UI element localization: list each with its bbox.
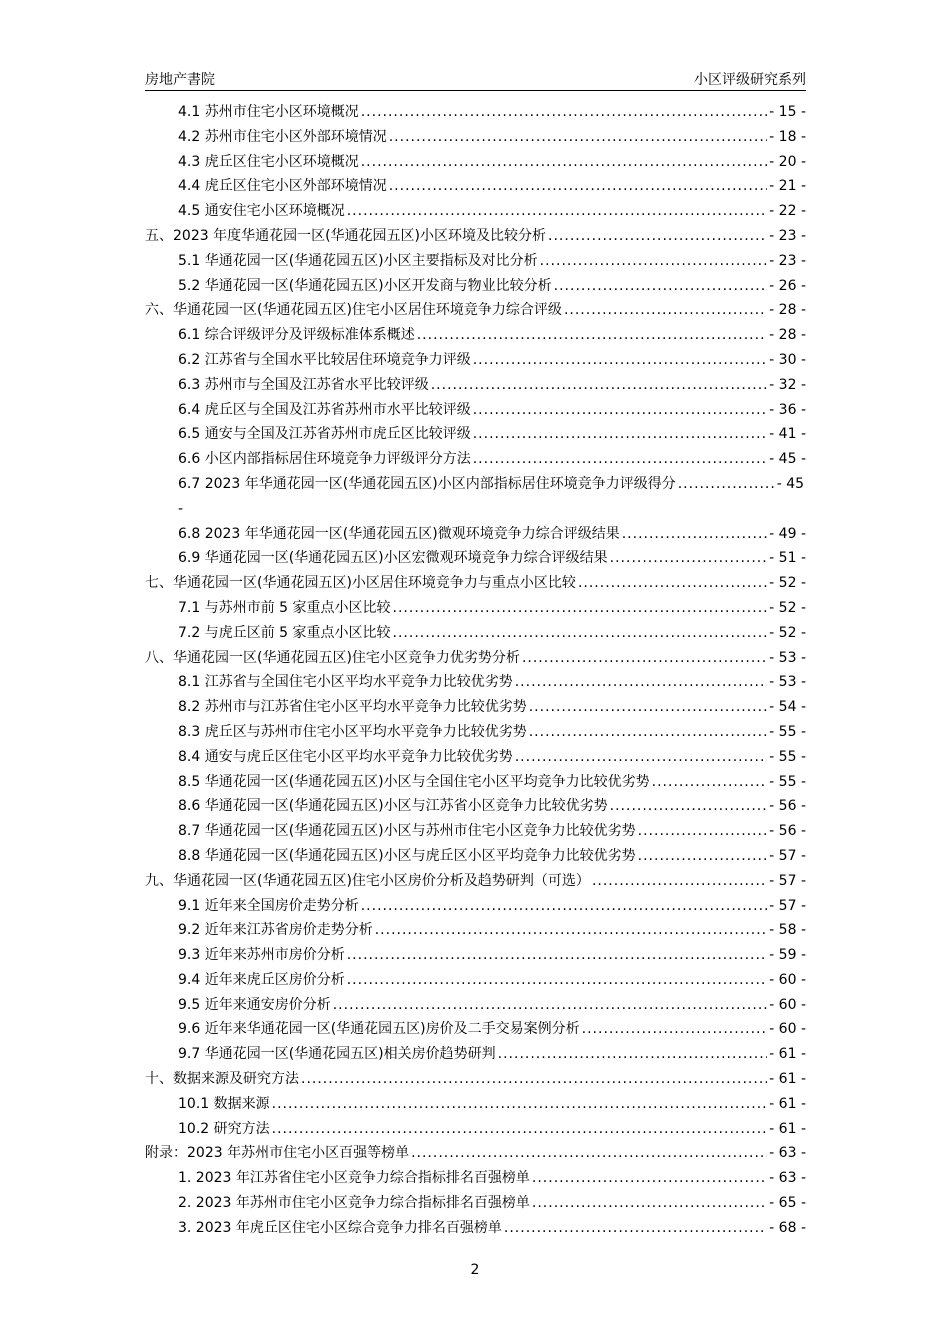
toc-entry-title: 8.2 苏州市与江苏省住宅小区平均水平竞争力比较优劣势 (178, 699, 527, 716)
toc-entry-title: 十、数据来源及研究方法 (145, 1071, 299, 1088)
toc-leader-dots (515, 745, 767, 770)
toc-entry-page: - 41 - (769, 426, 806, 443)
toc-entry-page: - 23 - (769, 252, 806, 269)
toc-entry[interactable] (145, 1216, 806, 1241)
toc-leader-dots (638, 844, 768, 869)
toc-entry-title: 九、华通花园一区(华通花园五区)住宅小区房价分析及趋势研判（可选） (145, 872, 590, 889)
toc-entry-page-wrap: - (178, 500, 184, 517)
toc-leader-dots (393, 621, 768, 646)
toc-entry-title: 7.2 与虎丘区前 5 家重点小区比较 (178, 624, 391, 641)
toc-leader-dots (473, 398, 767, 423)
toc-leader-dots (515, 670, 767, 695)
toc-entry-page: - 49 - (769, 525, 806, 542)
toc-entry[interactable] (145, 298, 806, 323)
toc-entry-page: - 68 - (769, 1219, 806, 1236)
toc-entry[interactable] (145, 770, 806, 795)
toc-entry-title: 6.4 虎丘区与全国及江苏省苏州市水平比较评级 (178, 401, 471, 418)
toc-entry-title: 9.2 近年来江苏省房价走势分析 (178, 922, 373, 939)
toc-entry-page: - 56 - (769, 798, 806, 815)
toc-entry-title: 9.5 近年来通安房价分析 (178, 996, 331, 1013)
toc-leader-dots (540, 249, 768, 274)
toc-leader-dots (272, 1092, 768, 1117)
toc-entry-title: 六、华通花园一区(华通花园五区)住宅小区居住环境竞争力综合评级 (145, 302, 562, 319)
toc-entry-title: 4.3 虎丘区住宅小区环境概况 (178, 153, 359, 170)
page-number: 2 (470, 1262, 480, 1278)
toc-entry-page: - 21 - (769, 178, 806, 195)
toc-leader-dots (610, 546, 768, 571)
toc-entry-title: 附录：2023 年苏州市住宅小区百强等榜单 (145, 1145, 410, 1162)
toc-entry-page: - 58 - (769, 922, 806, 939)
toc-entry[interactable] (145, 100, 806, 125)
toc-entry[interactable] (145, 720, 806, 745)
toc-entry[interactable] (145, 348, 806, 373)
toc-leader-dots (417, 323, 767, 348)
toc-entry[interactable] (145, 918, 806, 943)
toc-entry-title: 7.1 与苏州市前 5 家重点小区比较 (178, 599, 391, 616)
toc-leader-dots (361, 894, 767, 919)
toc-entry-page: - 54 - (769, 699, 806, 716)
toc-entry-page: - 51 - (769, 550, 806, 567)
toc-entry-page: - 55 - (769, 748, 806, 765)
toc-entry[interactable] (145, 398, 806, 423)
toc-entry[interactable] (145, 1092, 806, 1117)
toc-leader-dots (347, 968, 767, 993)
toc-entry[interactable] (145, 546, 806, 571)
toc-entry-page: - 59 - (769, 947, 806, 964)
toc-entry[interactable] (145, 1191, 806, 1216)
toc-leader-dots (638, 819, 768, 844)
toc-leader-dots (504, 1216, 767, 1241)
toc-entry[interactable] (145, 1017, 806, 1042)
toc-entry-page: - 55 - (769, 723, 806, 740)
toc-entry-title: 五、2023 年度华通花园一区(华通花园五区)小区环境及比较分析 (145, 227, 547, 244)
toc-leader-dots (582, 1017, 768, 1042)
toc-entry-page: - 15 - (769, 104, 806, 120)
page-header (145, 66, 806, 91)
toc-leader-dots (564, 298, 767, 323)
toc-entry-page: - 56 - (769, 823, 806, 840)
toc-entry[interactable] (145, 794, 806, 819)
toc-entry-page: - 18 - (769, 128, 806, 145)
toc-entry[interactable] (145, 522, 806, 547)
toc-entry-page: - 63 - (769, 1145, 806, 1162)
toc-entry[interactable] (145, 274, 806, 299)
toc-entry-page: - 57 - (769, 872, 806, 889)
toc-entry[interactable] (145, 1042, 806, 1067)
toc-entry-title: 2. 2023 年苏州市住宅小区竞争力综合指标排名百强榜单 (178, 1195, 530, 1212)
toc-leader-dots (347, 943, 767, 968)
toc-entry[interactable] (145, 1141, 806, 1166)
toc-entry-page: - 53 - (769, 649, 806, 666)
toc-entry[interactable] (145, 174, 806, 199)
toc-entry-title: 9.7 华通花园一区(华通花园五区)相关房价趋势研判 (178, 1046, 496, 1063)
toc-entry-page: - 65 - (769, 1195, 806, 1212)
toc-leader-dots (548, 224, 767, 249)
toc-entry-title: 6.1 综合评级评分及评级标准体系概述 (178, 327, 415, 344)
header-series-title: 小区评级研究系列 (694, 72, 806, 88)
toc-entry[interactable] (145, 894, 806, 919)
toc-entry-page: - 22 - (769, 203, 806, 220)
toc-leader-dots (498, 1042, 768, 1067)
toc-entry-page: - 63 - (769, 1170, 806, 1187)
toc-leader-dots (473, 348, 767, 373)
toc-leader-dots (333, 993, 767, 1018)
toc-leader-dots (272, 1117, 768, 1142)
toc-entry-page: - 60 - (769, 971, 806, 988)
toc-leader-dots (529, 720, 767, 745)
toc-entry-page: - 61 - (769, 1046, 806, 1063)
toc-leader-dots (301, 1067, 767, 1092)
toc-entry-title: 6.6 小区内部指标居住环境竞争力评级评分方法 (178, 451, 471, 468)
toc-entry[interactable] (145, 670, 806, 695)
toc-entry-title: 9.4 近年来虎丘区房价分析 (178, 971, 345, 988)
toc-entry-page: - 45 (776, 475, 805, 492)
toc-entry-page: - 61 - (769, 1095, 806, 1112)
toc-leader-dots (678, 472, 777, 497)
toc-entry-title: 七、华通花园一区(华通花园五区)小区居住环境竞争力与重点小区比较 (145, 575, 576, 592)
toc-leader-dots (347, 199, 767, 224)
toc-entry-page: - 30 - (769, 351, 806, 368)
toc-leader-dots (375, 918, 767, 943)
toc-entry-title: 9.6 近年来华通花园一区(华通花园五区)房价及二手交易案例分析 (178, 1021, 580, 1038)
toc-entry-title: 9.3 近年来苏州市房价分析 (178, 947, 345, 964)
toc-entry[interactable] (145, 1117, 806, 1142)
toc-leader-dots (411, 1141, 767, 1166)
toc-entry-title: 八、华通花园一区(华通花园五区)住宅小区竞争力优劣势分析 (145, 649, 520, 666)
toc-entry-title: 4.5 通安住宅小区环境概况 (178, 203, 345, 220)
toc-leader-dots (529, 695, 767, 720)
toc-entry-title: 10.2 研究方法 (178, 1120, 270, 1137)
toc-entry[interactable] (145, 968, 806, 993)
toc-leader-dots (554, 274, 768, 299)
toc-entry-page: - 53 - (769, 674, 806, 691)
toc-entry[interactable] (145, 422, 806, 447)
toc-entry-page: - 32 - (769, 376, 806, 393)
toc-leader-dots (473, 422, 767, 447)
table-of-contents (145, 100, 806, 1241)
toc-entry-title: 8.8 华通花园一区(华通花园五区)小区与虎丘区小区平均竞争力比较优劣势 (178, 847, 636, 864)
header-publisher: 房地产書院 (145, 72, 215, 88)
toc-entry[interactable] (145, 844, 806, 869)
toc-entry-title: 8.5 华通花园一区(华通花园五区)小区与全国住宅小区平均竞争力比较优劣势 (178, 773, 650, 790)
toc-entry-title: 6.3 苏州市与全国及江苏省水平比较评级 (178, 376, 429, 393)
toc-leader-dots (473, 447, 767, 472)
toc-leader-dots (522, 646, 767, 671)
toc-entry-title: 1. 2023 年江苏省住宅小区竞争力综合指标排名百强榜单 (178, 1170, 530, 1187)
toc-entry[interactable] (145, 621, 806, 646)
toc-entry[interactable] (145, 199, 806, 224)
toc-entry-page: - 55 - (769, 773, 806, 790)
toc-entry[interactable] (145, 646, 806, 671)
toc-leader-dots (361, 100, 767, 125)
toc-entry-title: 5.1 华通花园一区(华通花园五区)小区主要指标及对比分析 (178, 252, 538, 269)
toc-entry[interactable] (145, 1067, 806, 1092)
toc-entry[interactable] (145, 596, 806, 621)
toc-entry-page: - 52 - (769, 624, 806, 641)
toc-entry-title: 8.7 华通花园一区(华通花园五区)小区与苏州市住宅小区竞争力比较优劣势 (178, 823, 636, 840)
toc-entry-title: 6.5 通安与全国及江苏省苏州市虎丘区比较评级 (178, 426, 471, 443)
toc-entry-page: - 45 - (769, 451, 806, 468)
toc-leader-dots (393, 596, 768, 621)
toc-leader-dots (389, 174, 767, 199)
toc-leader-dots (389, 125, 767, 150)
toc-entry-page: - 57 - (769, 847, 806, 864)
toc-leader-dots (622, 522, 767, 547)
toc-entry-page: - 57 - (769, 897, 806, 914)
toc-entry-page: - 26 - (769, 277, 806, 294)
toc-entry[interactable] (145, 472, 806, 522)
toc-entry[interactable] (145, 571, 806, 596)
toc-entry-title: 4.4 虎丘区住宅小区外部环境情况 (178, 178, 387, 195)
toc-entry[interactable] (145, 125, 806, 150)
toc-entry-page: - 28 - (769, 302, 806, 319)
toc-entry[interactable] (145, 224, 806, 249)
toc-entry[interactable] (145, 373, 806, 398)
toc-entry-title: 4.2 苏州市住宅小区外部环境情况 (178, 128, 387, 145)
toc-entry-title: 8.6 华通花园一区(华通花园五区)小区与江苏省小区竞争力比较优劣势 (178, 798, 608, 815)
toc-entry-page: - 61 - (769, 1120, 806, 1137)
toc-entry-page: - 52 - (769, 599, 806, 616)
toc-entry-page: - 28 - (769, 327, 806, 344)
toc-leader-dots (532, 1191, 767, 1216)
toc-entry[interactable] (145, 943, 806, 968)
toc-entry-title: 3. 2023 年虎丘区住宅小区综合竞争力排名百强榜单 (178, 1219, 502, 1236)
toc-entry-title: 8.3 虎丘区与苏州市住宅小区平均水平竞争力比较优劣势 (178, 723, 527, 740)
toc-entry-page: - 52 - (769, 575, 806, 592)
toc-leader-dots (592, 869, 767, 894)
toc-entry-title: 6.8 2023 年华通花园一区(华通花园五区)微观环境竞争力综合评级结果 (178, 525, 620, 542)
toc-leader-dots (361, 150, 767, 175)
toc-leader-dots (532, 1166, 767, 1191)
toc-entry[interactable] (145, 1166, 806, 1191)
toc-entry-page: - 23 - (769, 227, 806, 244)
toc-entry[interactable] (145, 695, 806, 720)
toc-leader-dots (652, 770, 768, 795)
toc-entry-title: 5.2 华通花园一区(华通花园五区)小区开发商与物业比较分析 (178, 277, 552, 294)
toc-entry[interactable] (145, 150, 806, 175)
toc-entry[interactable] (145, 869, 806, 894)
toc-entry-title: 6.7 2023 年华通花园一区(华通花园五区)小区内部指标居住环境竞争力评级得分 (178, 475, 676, 492)
toc-entry-title: 10.1 数据来源 (178, 1095, 270, 1112)
toc-entry-page: - 60 - (769, 996, 806, 1013)
toc-entry-title: 8.4 通安与虎丘区住宅小区平均水平竞争力比较优劣势 (178, 748, 513, 765)
toc-entry-page: - 36 - (769, 401, 806, 418)
toc-entry-page: - 61 - (769, 1071, 806, 1088)
toc-entry[interactable] (145, 323, 806, 348)
toc-leader-dots (610, 794, 768, 819)
toc-entry-page: - 60 - (769, 1021, 806, 1038)
toc-leader-dots (431, 373, 767, 398)
toc-entry-title: 8.1 江苏省与全国住宅小区平均水平竞争力比较优劣势 (178, 674, 513, 691)
toc-entry-title: 4.1 苏州市住宅小区环境概况 (178, 104, 359, 120)
toc-entry-title: 9.1 近年来全国房价走势分析 (178, 897, 359, 914)
toc-entry[interactable] (145, 447, 806, 472)
toc-entry[interactable] (145, 993, 806, 1018)
toc-entry-title: 6.9 华通花园一区(华通花园五区)小区宏微观环境竞争力综合评级结果 (178, 550, 608, 567)
toc-entry-title: 6.2 江苏省与全国水平比较居住环境竞争力评级 (178, 351, 471, 368)
toc-entry-page: - 20 - (769, 153, 806, 170)
toc-leader-dots (578, 571, 767, 596)
toc-entry[interactable] (145, 249, 806, 274)
toc-entry[interactable] (145, 819, 806, 844)
toc-entry[interactable] (145, 745, 806, 770)
